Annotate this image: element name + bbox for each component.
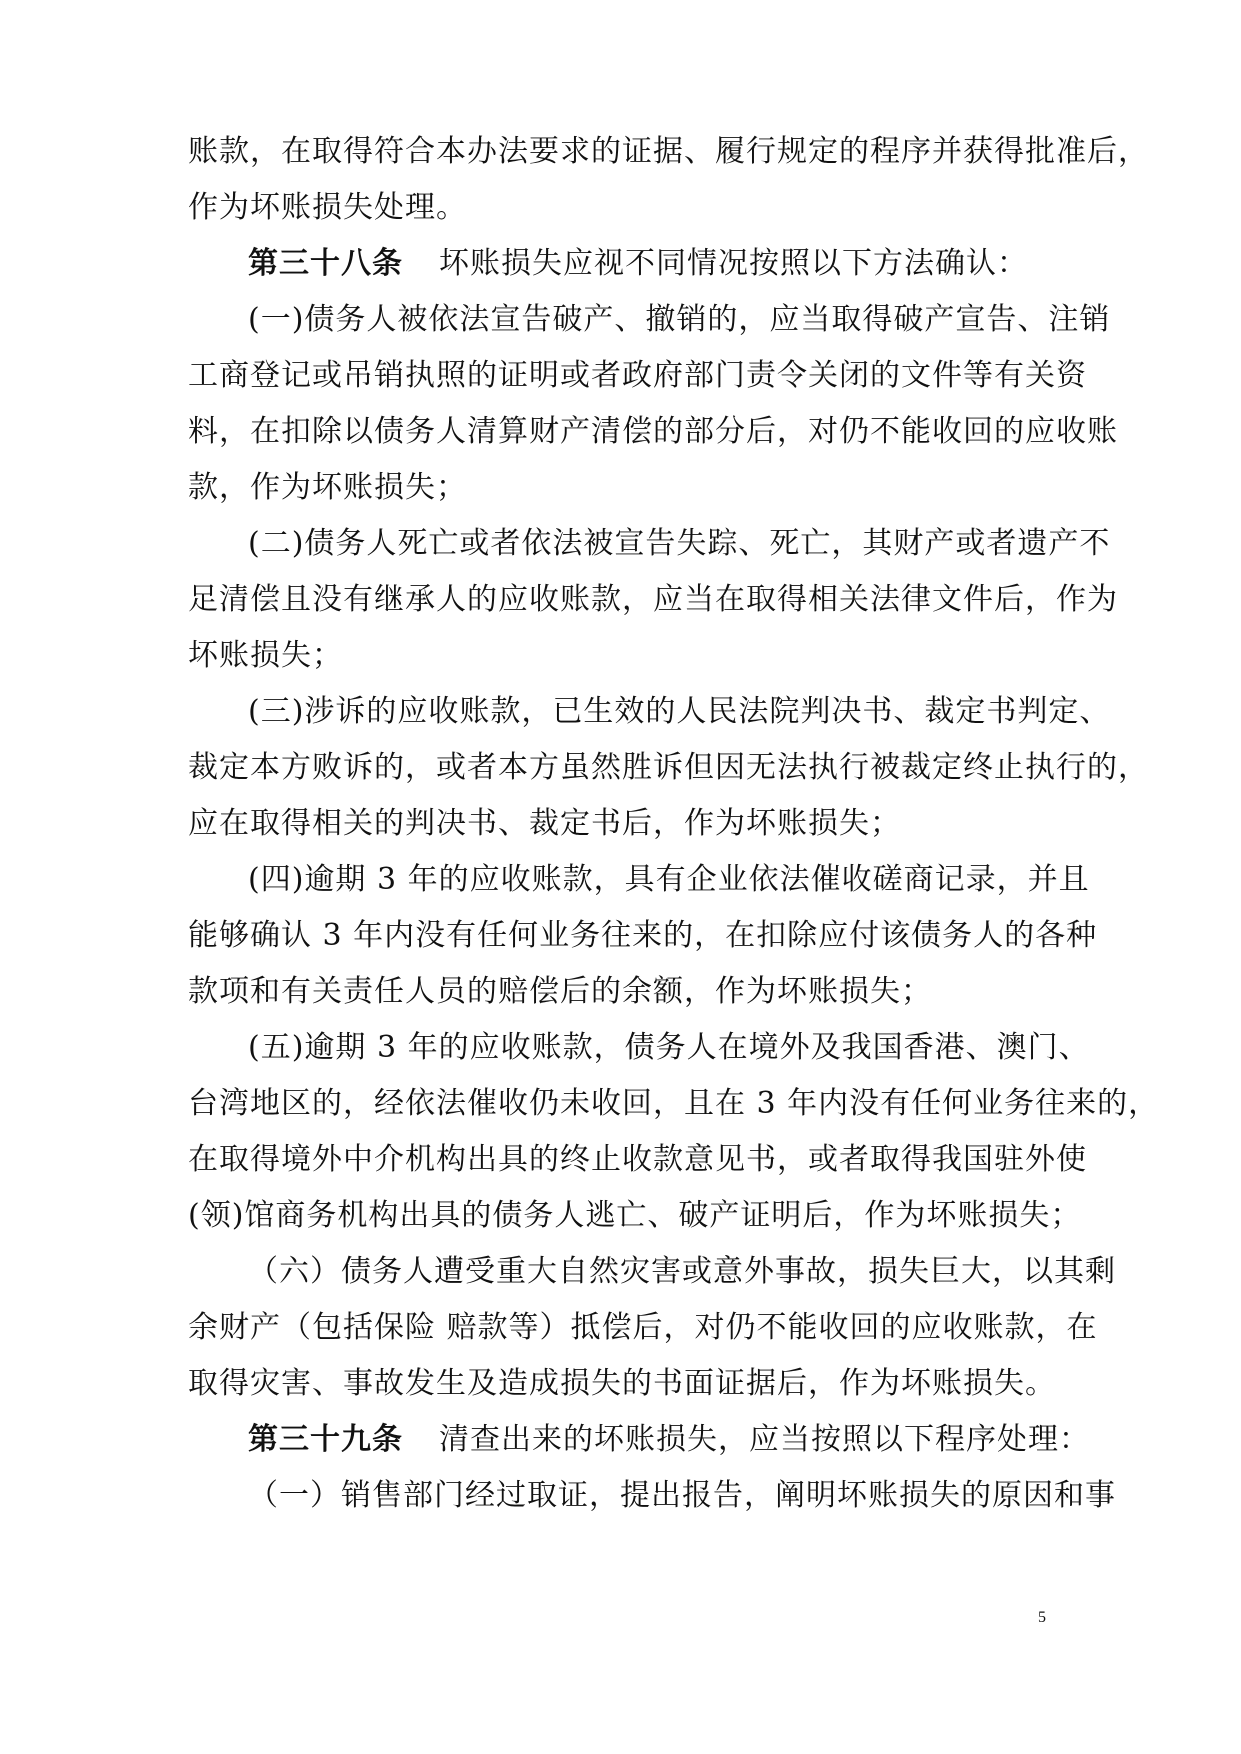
article-39 [248, 1420, 1090, 1460]
text-line: （六）债务人遭受重大自然灾害或意外事故，损失巨大，以其剩 [248, 1254, 1116, 1289]
text-line: (领)馆商务机构出具的债务人逃亡、破产证明后，作为坏账损失； [188, 1198, 1082, 1233]
article-38-text: 坏账损失应视不同情况按照以下方法确认： [439, 246, 1028, 281]
page-number: 5 [1038, 1609, 1046, 1626]
text-line: 应在取得相关的判决书、裁定书后，作为坏账损失； [188, 806, 901, 841]
text-line: 款项和有关责任人员的赔偿后的余额，作为坏账损失； [188, 974, 932, 1009]
article-39-heading: 第三十九条 [248, 1422, 403, 1457]
text-line: 账款，在取得符合本办法要求的证据、履行规定的程序并获得批准后， [188, 134, 1149, 169]
text-line: 作为坏账损失处理。 [188, 190, 467, 225]
text-line: 款，作为坏账损失； [188, 470, 467, 505]
article-39-text: 清查出来的坏账损失，应当按照以下程序处理： [439, 1422, 1090, 1457]
text-line: 台湾地区的，经依法催收仍未收回，且在 3 年内没有任何业务往来的， [188, 1086, 1160, 1121]
text-line: 工商登记或吊销执照的证明或者政府部门责令关闭的文件等有关资 [188, 358, 1087, 393]
text-line: (一)债务人被依法宣告破产、撤销的，应当取得破产宣告、注销 [248, 302, 1111, 337]
text-line: (三)涉诉的应收账款，已生效的人民法院判决书、裁定书判定、 [248, 694, 1111, 729]
text-line: 余财产（包括保险 赔款等）抵偿后，对仍不能收回的应收账款，在 [188, 1310, 1098, 1345]
text-line: (五)逾期 3 年的应收账款，债务人在境外及我国香港、澳门、 [248, 1030, 1090, 1065]
text-line: 料，在扣除以债务人清算财产清偿的部分后，对仍不能收回的应收账 [188, 414, 1118, 449]
article-38 [248, 244, 1058, 284]
text-line: (四)逾期 3 年的应收账款，具有企业依法催收磋商记录，并且 [248, 862, 1090, 897]
text-line: 取得灾害、事故发生及造成损失的书面证据后，作为坏账损失。 [188, 1366, 1056, 1401]
text-line: 裁定本方败诉的，或者本方虽然胜诉但因无法执行被裁定终止执行的， [188, 750, 1149, 785]
text-line: (二)债务人死亡或者依法被宣告失踪、死亡，其财产或者遗产不 [248, 526, 1111, 561]
text-line: 足清偿且没有继承人的应收账款，应当在取得相关法律文件后，作为 [188, 582, 1118, 617]
article-38-heading: 第三十八条 [248, 246, 403, 281]
text-line: （一）销售部门经过取证，提出报告，阐明坏账损失的原因和事 [248, 1478, 1116, 1513]
text-line: 能够确认 3 年内没有任何业务往来的，在扣除应付该债务人的各种 [188, 918, 1098, 953]
text-line: 坏账损失； [188, 638, 343, 673]
text-line: 在取得境外中介机构出具的终止收款意见书，或者取得我国驻外使 [188, 1142, 1087, 1177]
